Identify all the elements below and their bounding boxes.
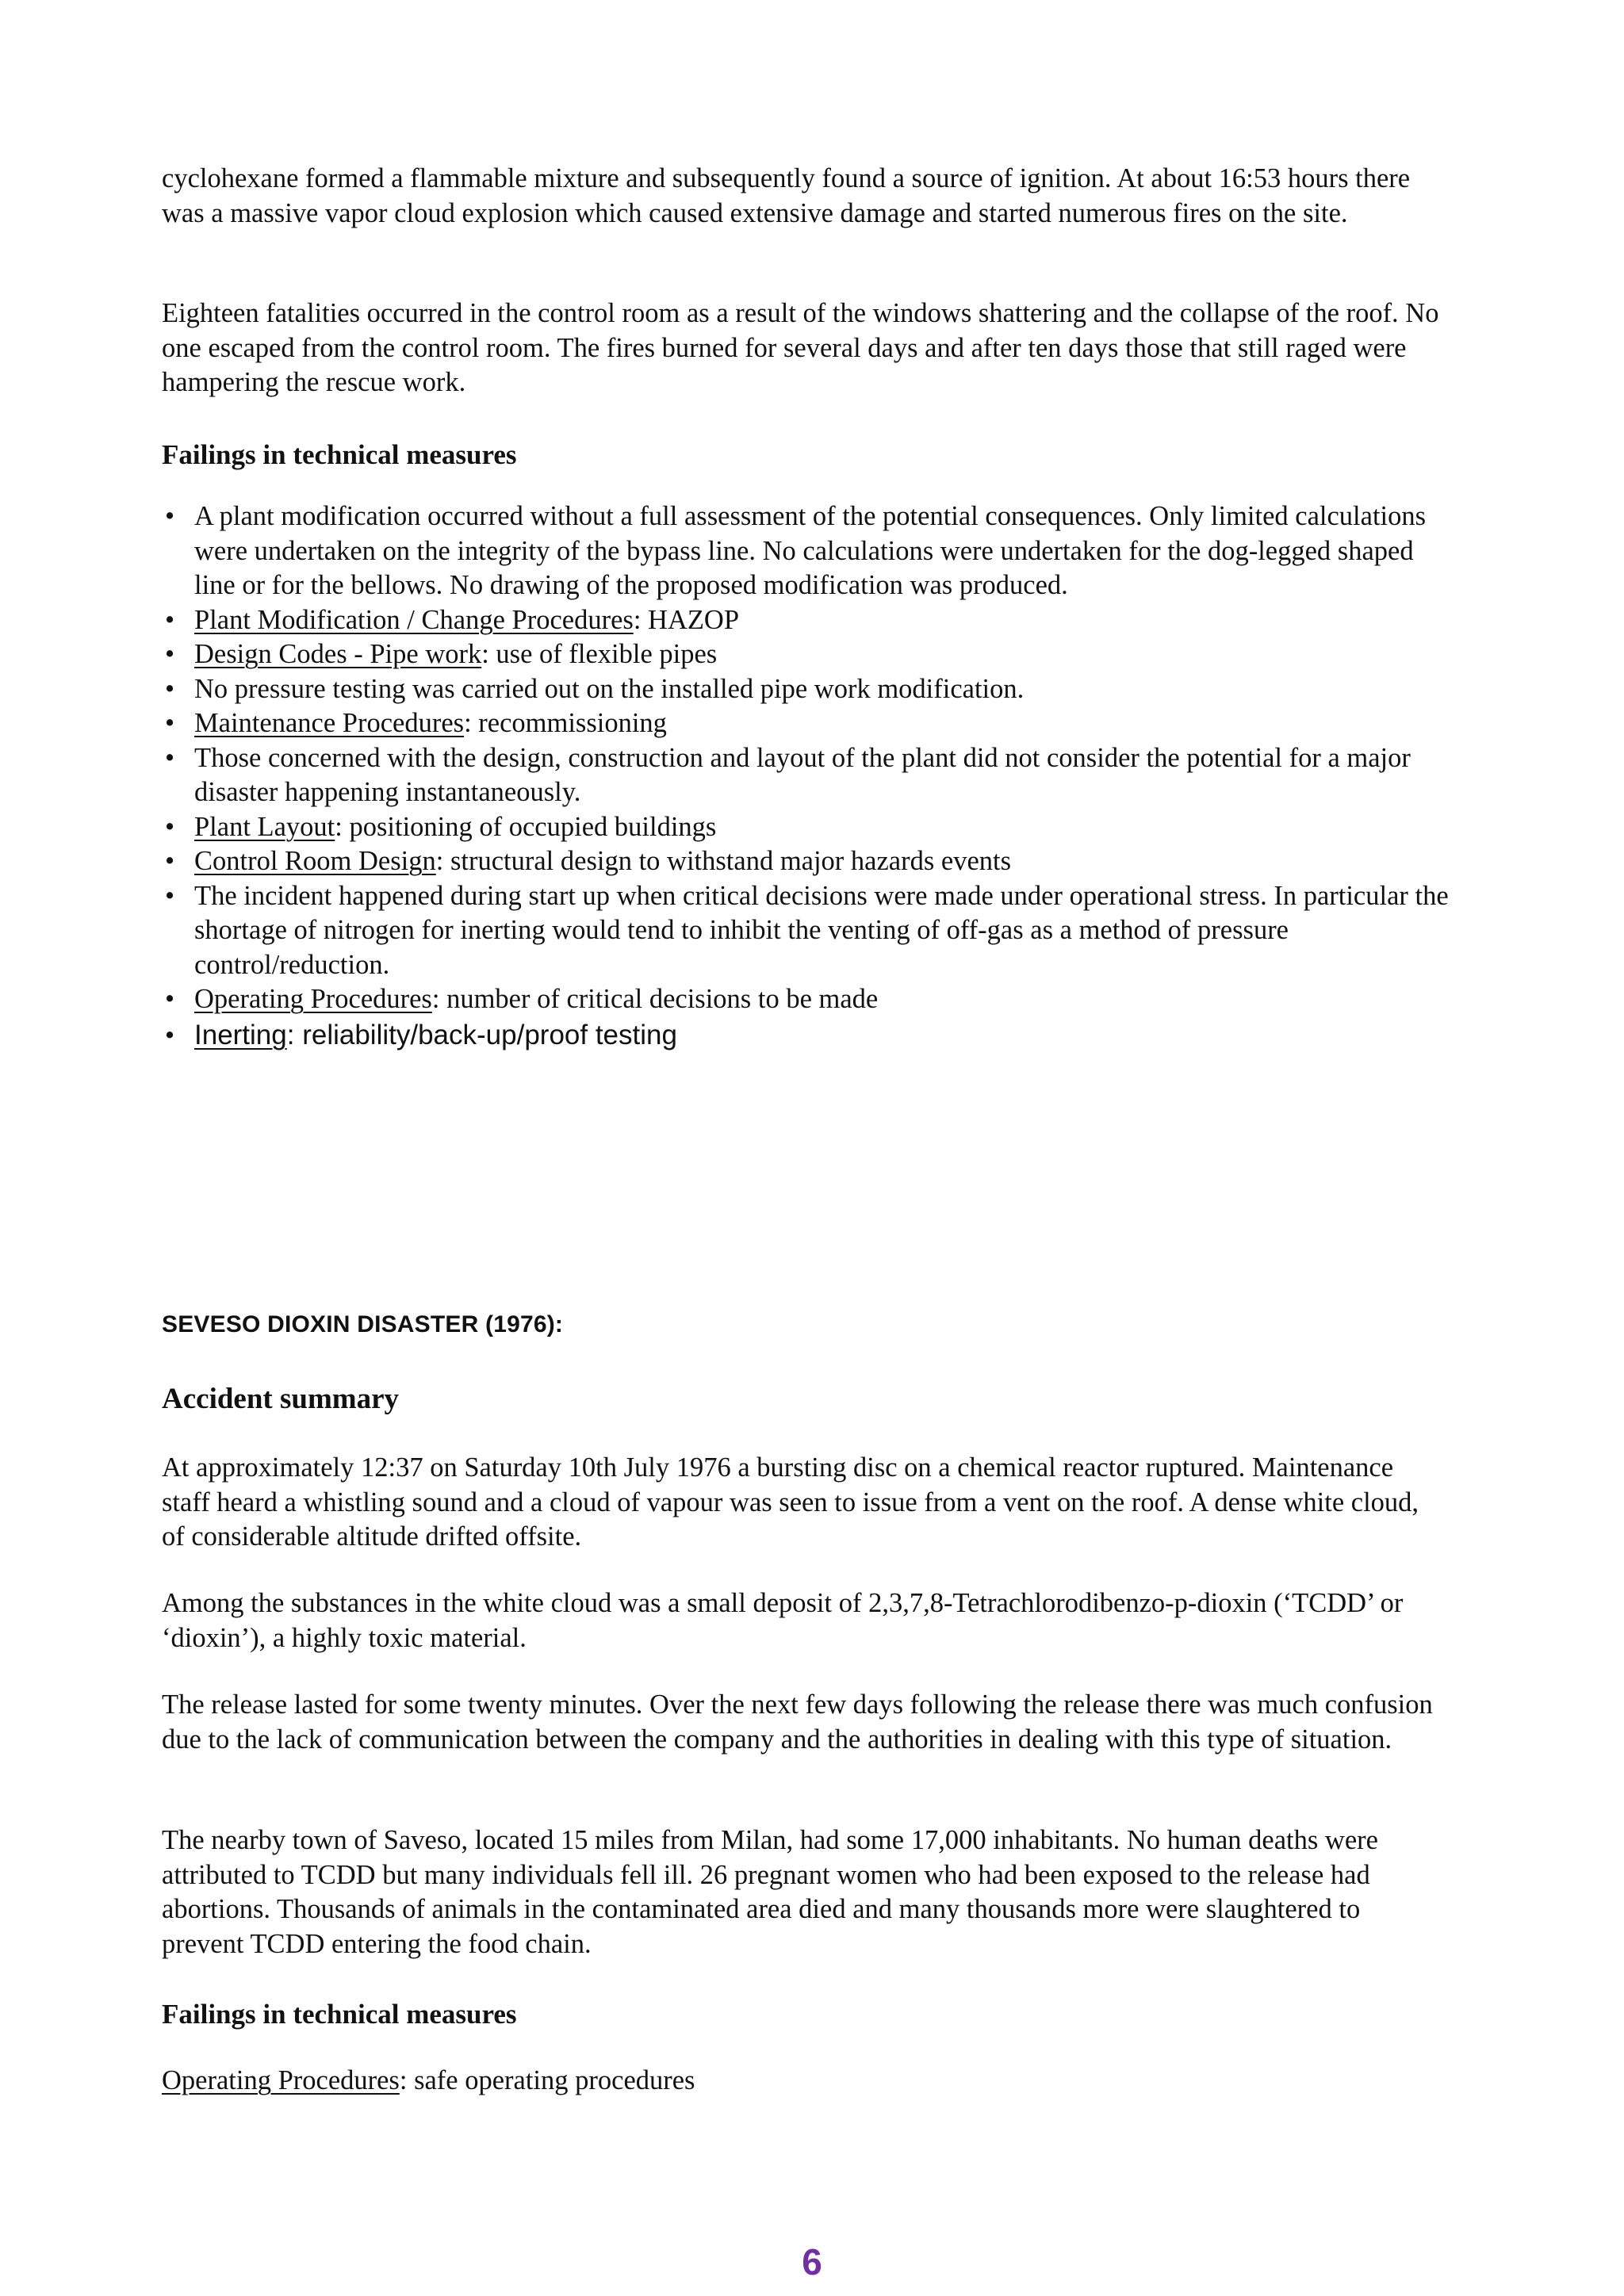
list-item: [0, 1017, 1455, 1054]
list-item-text: Those concerned with the design, construction and layout of the plant did not consider the potential for a major disaster happening instantaneously.: [194, 742, 1411, 807]
list-item-text: : use of flexible pipes: [481, 639, 718, 669]
list-item-text: : structural design to withstand major hazards events: [435, 846, 1012, 876]
link-maintenance-procedures[interactable]: Maintenance Procedures: [194, 708, 465, 738]
intro-paragraph-2: Eighteen fatalities occurred in the control room as a result of the windows shattering and the collapse of the roof. No one escaped from the control room. The fires burned for several days and after ten days those that still raged were hampering the rescue work.: [162, 298, 1439, 397]
link-safe-operating-procedures[interactable]: Operating Procedures: [162, 2065, 400, 2095]
bullet-icon: •: [164, 708, 175, 738]
flixborough-failings-heading: Failings in technical measures: [162, 439, 517, 470]
list-item-text: The incident happened during start up when critical decisions were made under operational stress. In particular the shortage of nitrogen for inerting would tend to inhibit the venting of off-gas as a method of pressure control/reduction.: [194, 880, 1449, 980]
list-item: [0, 672, 1455, 707]
bullet-icon: •: [164, 604, 175, 635]
link-control-room-design[interactable]: Control Room Design: [194, 846, 436, 876]
list-item: [0, 810, 1455, 845]
link-plant-layout[interactable]: Plant Layout: [194, 811, 335, 842]
list-item-text: : HAZOP: [633, 604, 740, 635]
list-item: [0, 637, 1455, 672]
link-operating-procedures[interactable]: Operating Procedures: [194, 984, 432, 1014]
seveso-paragraph-2: Among the substances in the white cloud was a small deposit of 2,3,7,8-Tetrachlorodibenzo-p-dioxin (‘TCDD’ or ‘dioxin’), a highly toxic material.: [162, 1588, 1404, 1653]
seveso-failings-line: [162, 2064, 1446, 2099]
bullet-icon: •: [164, 673, 175, 704]
link-inerting[interactable]: Inerting: [194, 1019, 287, 1050]
seveso-failings-heading: Failings in technical measures: [162, 1999, 517, 2030]
list-item-text: : recommissioning: [464, 708, 667, 738]
list-item-text: No pressure testing was carried out on the installed pipe work modification.: [194, 673, 1025, 704]
bullet-icon: •: [164, 984, 175, 1014]
seveso-paragraph-1: At approximately 12:37 on Saturday 10th July 1976 a bursting disc on a chemical reactor ruptured. Maintenance staff heard a whistling sound and a cloud of vapour was seen to issue from a vent on the roof. A dense white cloud, of considerable altitude drifted offsite.: [162, 1452, 1419, 1552]
page-number: 6: [802, 2241, 822, 2283]
list-item: [0, 844, 1455, 879]
list-item-text: : number of critical decisions to be made: [431, 984, 879, 1014]
link-plant-modification-change-procedures[interactable]: Plant Modification / Change Procedures: [194, 604, 634, 635]
bullet-icon: •: [164, 501, 175, 531]
accident-summary-heading: Accident summary: [162, 1383, 400, 1415]
list-item: [0, 706, 1455, 741]
list-item: [0, 982, 1455, 1017]
list-item-text: A plant modification occurred without a full assessment of the potential consequences. Only limited calculations were undertaken on the integrity of the bypass line. No calculations were undertaken for the dog-legged shaped line or for the bellows. No drawing of the proposed modification was produced.: [194, 501, 1427, 600]
link-design-codes-pipe-work[interactable]: Design Codes - Pipe work: [194, 639, 482, 669]
list-item-text: : reliability/back-up/proof testing: [286, 1019, 677, 1050]
list-item: [0, 499, 1455, 603]
seveso-paragraph-4: The nearby town of Saveso, located 15 miles from Milan, had some 17,000 inhabitants. No human deaths were attributed to TCDD but many individuals fell ill. 26 pregnant women who had been exposed to the release had abortions. Thousands of animals in the contaminated area died and many thousands more were slaughtered to prevent TCDD entering the food chain.: [162, 1825, 1378, 1959]
list-item: [0, 879, 1455, 983]
seveso-paragraph-3: The release lasted for some twenty minutes. Over the next few days following the release there was much confusion due to the lack of communication between the company and the authorities in dealing with this type of situation.: [162, 1689, 1433, 1755]
intro-paragraph-1: cyclohexane formed a flammable mixture and subsequently found a source of ignition. At about 16:53 hours there was a massive vapor cloud explosion which caused extensive damage and started numerous fires on the site.: [162, 163, 1411, 228]
list-item-text: : positioning of occupied buildings: [335, 811, 717, 842]
seveso-section-title: SEVESO DIOXIN DISASTER (1976):: [162, 1311, 564, 1337]
bullet-icon: •: [164, 846, 175, 876]
bullet-icon: •: [164, 880, 175, 911]
list-item: [0, 603, 1455, 638]
seveso-failings-text: : safe operating procedures: [399, 2065, 695, 2095]
bullet-icon: •: [164, 742, 175, 773]
bullet-icon: •: [164, 811, 175, 842]
bullet-icon: •: [164, 639, 175, 669]
list-item: [0, 741, 1455, 810]
flixborough-failings-list: [0, 499, 1624, 1054]
bullet-icon: •: [164, 1019, 175, 1050]
